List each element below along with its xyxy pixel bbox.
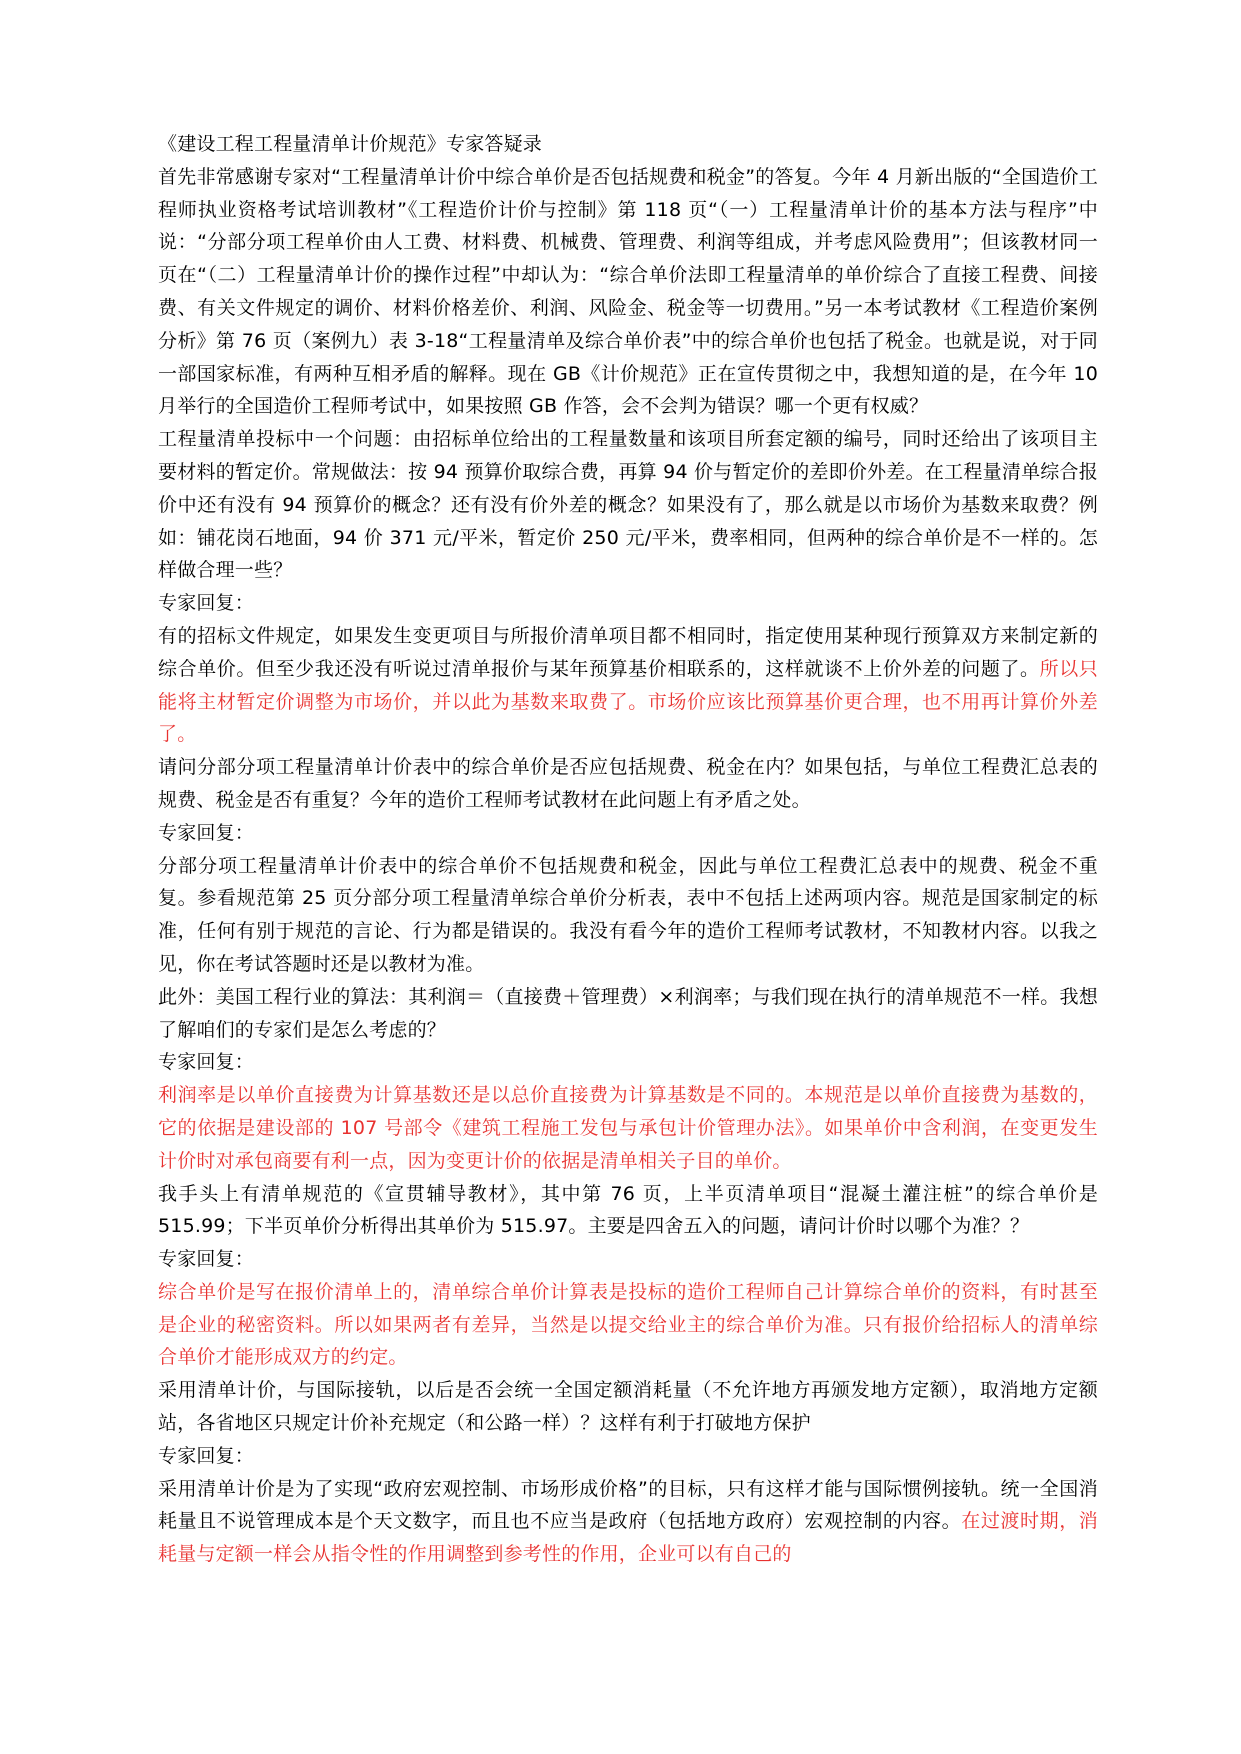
paragraph xyxy=(158,587,1098,620)
highlighted-text: 综合单价是写在报价清单上的，清单综合单价计算表是投标的造价工程师自己计算综合单价的资料，有时甚至是企业的秘密资料。所以如果两者有差异，当然是以提交给业主的综合单价为准。只有报价给招标人的清单综合单价才能形成双方的约定。 xyxy=(158,1280,1098,1369)
paragraph xyxy=(158,620,1098,751)
text-segment: 工程量清单投标中一个问题：由招标单位给出的工程量数量和该项目所套定额的编号，同时还给出了该项目主要材料的暂定价。常规做法：按 94 预算价取综合费，再算 94 价与暂定价的差即价外差。在工程量清单综合报价中还有没有 94 预算价的概念？还有没有价外差的概念？如果没有了，那么就是以市场价为基数来取费？例如：铺花岗石地面，94 价 371 元/平米，暂定价 250 元/平米，费率相同，但两种的综合单价是不一样的。怎样做合理一些？ xyxy=(158,428,1098,582)
highlighted-text: 所以只能将主材暂定价调整为市场价，并以此为基数来取费了。市场价应该比预算基价更合理，也不用再计算价外差了。 xyxy=(158,657,1098,746)
document-page xyxy=(158,128,1098,1571)
paragraph xyxy=(158,817,1098,850)
text-segment: 我手头上有清单规范的《宣贯辅导教材》，其中第 76 页，上半页清单项目“混凝土灌注桩”的综合单价是 515.99；下半页单价分析得出其单价为 515.97。主要是四舍五入的问题，请问计价时以哪个为准？？ xyxy=(158,1182,1098,1238)
text-segment: 专家回复： xyxy=(158,592,255,615)
paragraph xyxy=(158,423,1098,587)
text-segment: 专家回复： xyxy=(158,1051,255,1074)
text-segment: 专家回复： xyxy=(158,1248,255,1271)
text-segment: 此外：美国工程行业的算法：其利润＝（直接费＋管理费）×利润率；与我们现在执行的清单规范不一样。我想了解咱们的专家们是怎么考虑的？ xyxy=(158,985,1098,1041)
paragraph xyxy=(158,1440,1098,1473)
paragraph xyxy=(158,161,1098,423)
text-segment: 采用清单计价，与国际接轨，以后是否会统一全国定额消耗量（不允许地方再颁发地方定额），取消地方定额站，各省地区只规定计价补充规定（和公路一样）？这样有利于打破地方保护 xyxy=(158,1379,1098,1435)
paragraph xyxy=(158,981,1098,1047)
text-segment: 有的招标文件规定，如果发生变更项目与所报价清单项目都不相同时，指定使用某种现行预算双方来制定新的综合单价。但至少我还没有听说过清单报价与某年预算基价相联系的，这样就谈不上价外差的问题了。 xyxy=(158,624,1098,680)
highlighted-text: 在过渡时期，消耗量与定额一样会从指令性的作用调整到参考性的作用，企业可以有自己的 xyxy=(158,1510,1098,1566)
paragraph xyxy=(158,1276,1098,1374)
paragraph xyxy=(158,1178,1098,1244)
text-segment: 分部分项工程量清单计价表中的综合单价不包括规费和税金，因此与单位工程费汇总表中的规费、税金不重复。参看规范第 25 页分部分项工程量清单综合单价分析表，表中不包括上述两项内容。规范是国家制定的标准，任何有别于规范的言论、行为都是错误的。我没有看今年的造价工程师考试教材，不知教材内容。以我之见，你在考试答题时还是以教材为准。 xyxy=(158,854,1098,975)
paragraph xyxy=(158,1079,1098,1177)
document-title: 《建设工程工程量清单计价规范》专家答疑录 xyxy=(158,133,543,155)
text-segment: 专家回复： xyxy=(158,1444,255,1467)
document-body xyxy=(158,161,1098,1571)
paragraph xyxy=(158,1473,1098,1571)
paragraph xyxy=(158,1374,1098,1440)
text-segment: 专家回复： xyxy=(158,821,255,844)
paragraph xyxy=(158,1046,1098,1079)
text-segment: 采用清单计价是为了实现“政府宏观控制、市场形成价格”的目标，只有这样才能与国际惯例接轨。统一全国消耗量且不说管理成本是个天文数字，而且也不应当是政府（包括地方政府）宏观控制的内容。 xyxy=(158,1477,1098,1533)
paragraph xyxy=(158,751,1098,817)
text-segment: 首先非常感谢专家对“工程量清单计价中综合单价是否包括规费和税金”的答复。今年 4 月新出版的“全国造价工程师执业资格考试培训教材”《工程造价计价与控制》第 118 页“（一）工程量清单计价的基本方法与程序”中说：“分部分项工程单价由人工费、材料费、机械费、管理费、利润等组成，并考虑风险费用”；但该教材同一页在“（二）工程量清单计价的操作过程”中却认为：“综合单价法即工程量清单的单价综合了直接工程费、间接费、有关文件规定的调价、材料价格差价、利润、风险金、税金等一切费用。”另一本考试教材《工程造价案例分析》第 76 页（案例九）表 3-18“工程量清单及综合单价表”中的综合单价也包括了税金。也就是说，对于同一部国家标准，有两种互相矛盾的解释。现在 GB《计价规范》正在宣传贯彻之中，我想知道的是，在今年 10 月举行的全国造价工程师考试中，如果按照 GB 作答，会不会判为错误？哪一个更有权威？ xyxy=(158,165,1098,418)
paragraph xyxy=(158,1243,1098,1276)
highlighted-text: 利润率是以单价直接费为计算基数还是以总价直接费为计算基数是不同的。本规范是以单价直接费为基数的，它的依据是建设部的 107 号部令《建筑工程施工发包与承包计价管理办法》。如果单价中含利润，在变更发生计价时对承包商要有利一点，因为变更计价的依据是清单相关子目的单价。 xyxy=(158,1084,1099,1172)
paragraph xyxy=(158,850,1098,981)
text-segment: 请问分部分项工程量清单计价表中的综合单价是否应包括规费、税金在内？如果包括，与单位工程费汇总表的规费、税金是否有重复？今年的造价工程师考试教材在此问题上有矛盾之处。 xyxy=(158,756,1098,811)
